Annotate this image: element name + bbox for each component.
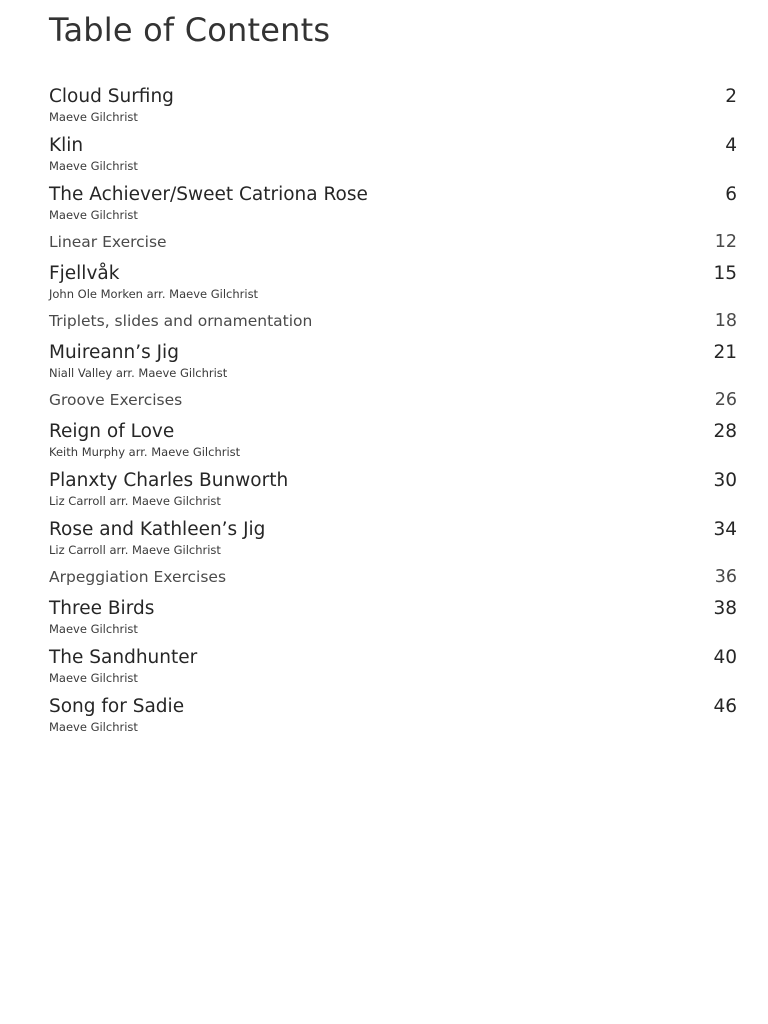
toc-entry-exercise[interactable] <box>49 566 739 596</box>
entry-page-number: 18 <box>714 311 737 331</box>
entry-credit: Keith Murphy arr. Maeve Gilchrist <box>49 445 241 459</box>
entry-page-number: 34 <box>713 519 737 540</box>
entry-page-number: 15 <box>713 263 737 284</box>
entry-title: Klin <box>49 135 84 156</box>
entry-credit: Maeve Gilchrist <box>49 208 138 222</box>
entry-page-number: 6 <box>725 184 737 205</box>
toc-entry-song[interactable] <box>49 645 739 694</box>
entry-page-number: 40 <box>713 647 737 668</box>
toc-entry-song[interactable] <box>49 468 739 517</box>
entry-credit: John Ole Morken arr. Maeve Gilchrist <box>49 287 259 301</box>
entry-title: Muireann’s Jig <box>49 342 179 363</box>
entry-title: Song for Sadie <box>49 696 185 717</box>
entry-credit: Maeve Gilchrist <box>49 110 138 124</box>
entry-title: Arpeggiation Exercises <box>49 568 227 586</box>
entry-title: Cloud Surfing <box>49 86 174 107</box>
entry-credit: Maeve Gilchrist <box>49 622 138 636</box>
entry-page-number: 38 <box>713 598 737 619</box>
toc-entry-song[interactable] <box>49 182 739 231</box>
entry-credit: Maeve Gilchrist <box>49 671 138 685</box>
entry-title: Rose and Kathleen’s Jig <box>49 519 266 540</box>
toc-entry-exercise[interactable] <box>49 231 739 261</box>
toc-entry-exercise[interactable] <box>49 310 739 340</box>
toc-entry-song[interactable] <box>49 517 739 566</box>
entry-page-number: 30 <box>713 470 737 491</box>
toc-entry-song[interactable] <box>49 419 739 468</box>
toc-entry-song[interactable] <box>49 261 739 310</box>
entry-credit: Niall Valley arr. Maeve Gilchrist <box>49 366 228 380</box>
toc-entry-song[interactable] <box>49 340 739 389</box>
entry-page-number: 28 <box>713 421 737 442</box>
toc-entry-song[interactable] <box>49 596 739 645</box>
entry-page-number: 2 <box>725 86 737 107</box>
page-title: Table of Contents <box>49 11 331 49</box>
entry-title: Triplets, slides and ornamentation <box>49 312 313 330</box>
entry-page-number: 36 <box>714 567 737 587</box>
toc-entry-exercise[interactable] <box>49 389 739 419</box>
toc-entry-song[interactable] <box>49 84 739 133</box>
entry-title: Three Birds <box>49 598 155 619</box>
entry-title: Linear Exercise <box>49 233 167 251</box>
entry-credit: Liz Carroll arr. Maeve Gilchrist <box>49 494 221 508</box>
entry-credit: Liz Carroll arr. Maeve Gilchrist <box>49 543 221 557</box>
entry-title: Fjellvåk <box>49 263 120 284</box>
toc-entry-song[interactable] <box>49 133 739 182</box>
entry-page-number: 12 <box>714 232 737 252</box>
entry-title: Reign of Love <box>49 421 175 442</box>
entry-page-number: 46 <box>713 696 737 717</box>
entry-credit: Maeve Gilchrist <box>49 159 138 173</box>
entry-title: The Achiever/Sweet Catriona Rose <box>49 184 368 205</box>
entry-credit: Maeve Gilchrist <box>49 720 138 734</box>
toc-entry-song[interactable] <box>49 694 739 743</box>
entry-title: Planxty Charles Bunworth <box>49 470 289 491</box>
entry-page-number: 26 <box>714 390 737 410</box>
toc-list <box>49 84 739 743</box>
entry-title: Groove Exercises <box>49 391 183 409</box>
entry-title: The Sandhunter <box>49 647 198 668</box>
entry-page-number: 4 <box>725 135 737 156</box>
entry-page-number: 21 <box>713 342 737 363</box>
